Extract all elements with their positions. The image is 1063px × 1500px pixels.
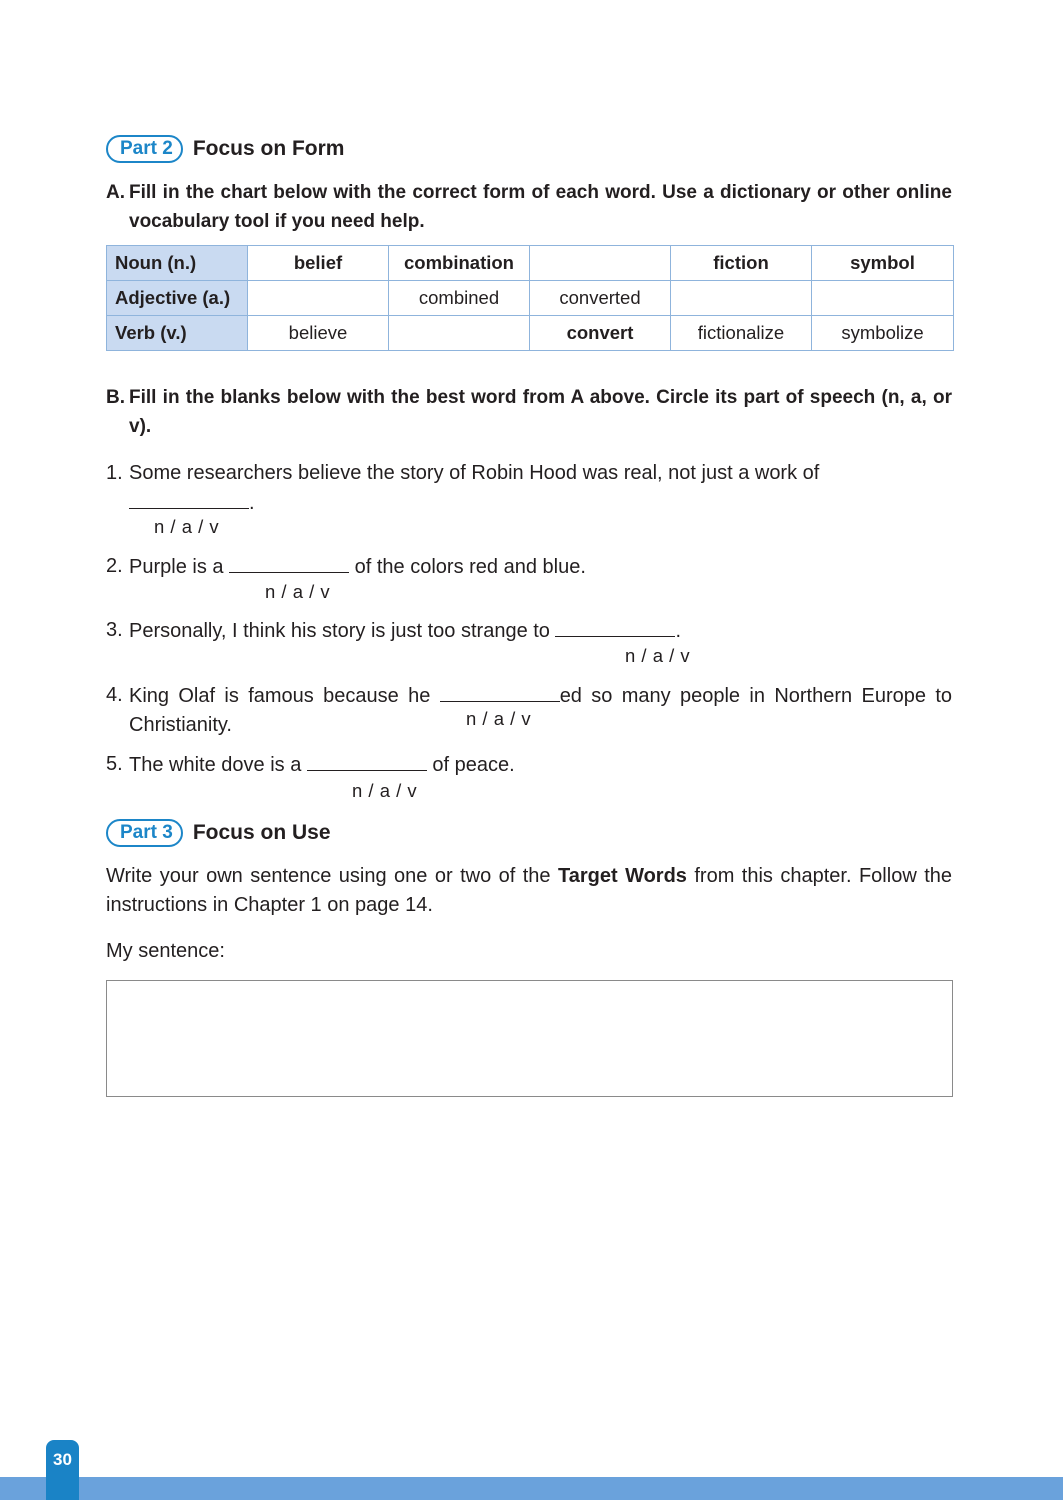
instruction-b bbox=[106, 383, 952, 441]
my-sentence-label: My sentence: bbox=[106, 940, 225, 962]
part-of-speech-choice[interactable]: n / a / v bbox=[466, 708, 532, 729]
row-header: Verb (v.) bbox=[107, 316, 248, 351]
chart-cell-blank[interactable] bbox=[389, 316, 530, 351]
part-of-speech-choice[interactable]: n / a / v bbox=[352, 780, 418, 801]
chart-cell: combination bbox=[389, 246, 530, 281]
answer-blank[interactable] bbox=[307, 750, 427, 771]
instruction-text: Fill in the blanks below with the best word from A above. Circle its part of speech (n, a, or v). bbox=[129, 387, 952, 437]
answer-blank[interactable] bbox=[555, 616, 675, 637]
part-2-header bbox=[106, 135, 344, 163]
item-text-after: . bbox=[675, 620, 682, 642]
exercise-item-2 bbox=[106, 552, 952, 582]
chart-cell: fiction bbox=[671, 246, 812, 281]
use-instructions bbox=[106, 862, 952, 920]
item-number: 2. bbox=[106, 555, 123, 577]
item-number: 1. bbox=[106, 462, 123, 484]
instruction-label: A. bbox=[106, 182, 125, 203]
part-of-speech-choice[interactable]: n / a / v bbox=[154, 516, 220, 537]
item-text bbox=[129, 552, 952, 582]
item-text-after: ed so many people in Northern Europe to Christianity. bbox=[129, 685, 952, 736]
answer-blank[interactable] bbox=[129, 488, 249, 509]
chart-cell: combined bbox=[389, 281, 530, 316]
use-text-before: Write your own sentence using one or two of the bbox=[106, 865, 558, 887]
exercise-item-1 bbox=[106, 459, 952, 518]
item-text-before: Personally, I think his story is just too strange to bbox=[129, 620, 556, 642]
exercise-item-5 bbox=[106, 750, 952, 780]
exercise-item-3 bbox=[106, 616, 952, 646]
part-of-speech-choice[interactable]: n / a / v bbox=[625, 645, 691, 666]
part-title: Focus on Form bbox=[192, 137, 345, 160]
chart-cell-blank[interactable] bbox=[671, 281, 812, 316]
part-badge: Part 3 bbox=[106, 819, 183, 847]
chart-row-noun bbox=[107, 246, 954, 281]
part-title: Focus on Use bbox=[192, 821, 331, 844]
instruction-a bbox=[106, 178, 952, 236]
item-text bbox=[129, 681, 952, 740]
part-badge: Part 2 bbox=[106, 135, 183, 163]
item-text-after: of the colors red and blue. bbox=[349, 556, 586, 578]
chart-cell: fictionalize bbox=[671, 316, 812, 351]
chart-cell: believe bbox=[248, 316, 389, 351]
item-text bbox=[129, 459, 952, 518]
item-text-before: Purple is a bbox=[129, 556, 230, 578]
item-text-after: . bbox=[249, 492, 255, 514]
chart-cell: convert bbox=[530, 316, 671, 351]
item-number: 4. bbox=[106, 684, 123, 706]
part-of-speech-choice[interactable]: n / a / v bbox=[265, 581, 331, 602]
chart-cell: symbol bbox=[812, 246, 954, 281]
chart-cell: converted bbox=[530, 281, 671, 316]
use-text-after: from this chapter. Follow the instructions in Chapter 1 on page 14. bbox=[106, 865, 952, 916]
word-form-chart bbox=[106, 245, 954, 351]
answer-blank[interactable] bbox=[229, 552, 349, 573]
chart-cell-blank[interactable] bbox=[530, 246, 671, 281]
sentence-answer-box[interactable] bbox=[106, 980, 953, 1097]
item-number: 5. bbox=[106, 753, 123, 775]
item-text-before: The white dove is a bbox=[129, 754, 307, 776]
chart-cell-blank[interactable] bbox=[812, 281, 954, 316]
chart-cell: symbolize bbox=[812, 316, 954, 351]
row-header: Noun (n.) bbox=[107, 246, 248, 281]
chart-cell-blank[interactable] bbox=[248, 281, 389, 316]
item-text-before: Some researchers believe the story of Robin Hood was real, not just a work of bbox=[129, 462, 820, 484]
page-number: 30 bbox=[46, 1440, 79, 1500]
item-text-after: of peace. bbox=[426, 754, 515, 776]
row-header: Adjective (a.) bbox=[107, 281, 248, 316]
chart-row-adjective bbox=[107, 281, 954, 316]
chart-row-verb bbox=[107, 316, 954, 351]
item-text bbox=[129, 616, 952, 646]
chart-cell: belief bbox=[248, 246, 389, 281]
answer-blank[interactable] bbox=[440, 681, 560, 702]
item-text bbox=[129, 750, 952, 780]
item-text-before: King Olaf is famous because he bbox=[129, 685, 440, 707]
footer-bar bbox=[0, 1477, 1063, 1500]
instruction-text: Fill in the chart below with the correct form of each word. Use a dictionary or other online vocabulary tool if you need help. bbox=[129, 182, 952, 232]
part-3-header bbox=[106, 819, 331, 847]
item-number: 3. bbox=[106, 619, 123, 641]
target-words-term: Target Words bbox=[558, 865, 687, 887]
instruction-label: B. bbox=[106, 387, 125, 408]
